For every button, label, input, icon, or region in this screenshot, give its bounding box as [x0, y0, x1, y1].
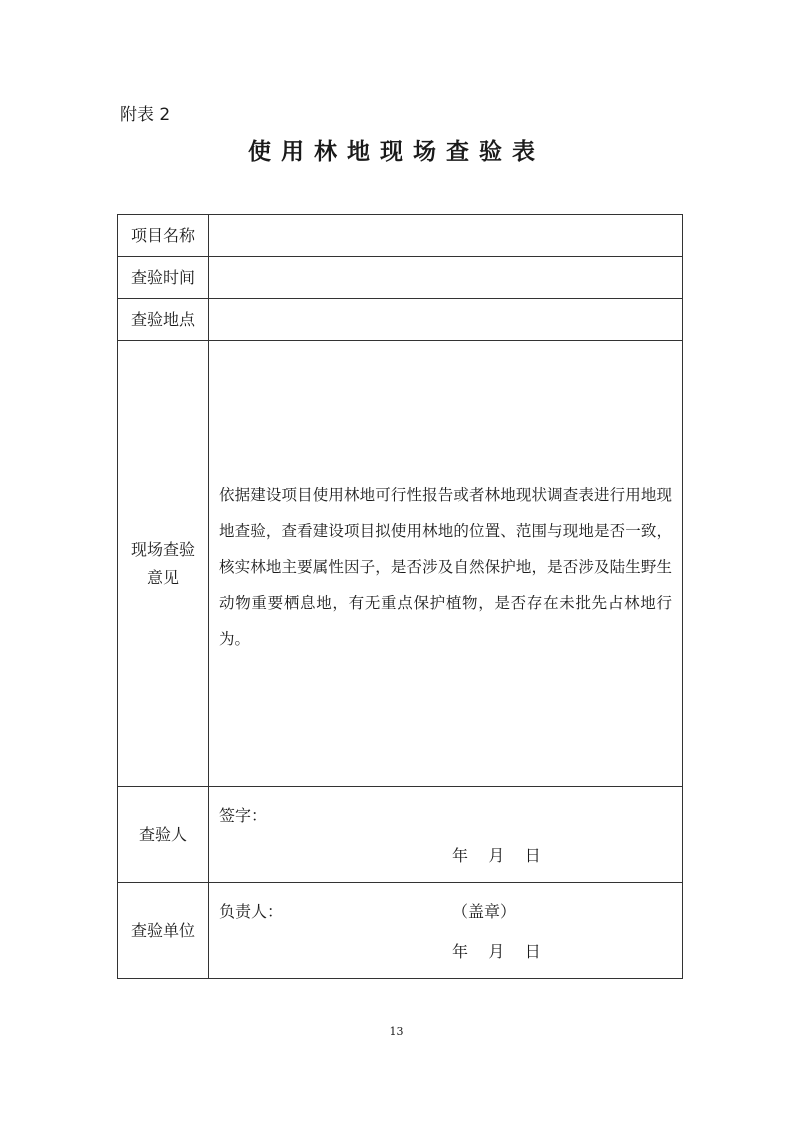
- row-project-name: [118, 215, 683, 257]
- seal-label: （盖章）: [452, 902, 517, 921]
- field-inspection-place[interactable]: [209, 299, 683, 341]
- row-inspector: [118, 787, 683, 883]
- page-title: 使用林地现场查验表: [248, 138, 545, 165]
- row-inspection-time: [118, 257, 683, 299]
- field-inspector[interactable]: [209, 787, 683, 883]
- inspector-date-label: 年 月 日: [452, 846, 541, 865]
- row-inspection-place: [118, 299, 683, 341]
- label-project-name: 项目名称: [118, 215, 209, 257]
- signature-label: 签字：: [219, 806, 268, 825]
- label-inspection-time: 查验时间: [118, 257, 209, 299]
- responsible-label: 负责人：: [219, 902, 284, 921]
- page-number: 13: [389, 1025, 404, 1038]
- label-unit: 查验单位: [118, 883, 209, 979]
- row-unit: [118, 883, 683, 979]
- label-inspector: 查验人: [118, 787, 209, 883]
- field-inspection-time[interactable]: [209, 257, 683, 299]
- unit-date-label: 年 月 日: [452, 942, 541, 961]
- label-inspection-place: 查验地点: [118, 299, 209, 341]
- opinion-text: 依据建设项目使用林地可行性报告或者林地现状调查表进行用地现地查验，查看建设项目拟使用林地的位置、范围与现地是否一致，核实林地主要属性因子，是否涉及自然保护地，是否涉及陆生野生动物重要栖息地，有无重点保护植物，是否存在未批先占林地行为。: [219, 485, 672, 648]
- label-opinion-line2: 意见: [146, 567, 179, 587]
- field-opinion[interactable]: [209, 341, 683, 787]
- field-unit[interactable]: [209, 883, 683, 979]
- label-opinion-line1: 现场查验: [130, 539, 195, 559]
- row-opinion: [118, 341, 683, 787]
- field-project-name[interactable]: [209, 215, 683, 257]
- label-opinion: [118, 341, 209, 787]
- annex-label: 附表 2: [120, 105, 171, 125]
- inspection-form-table: [117, 214, 683, 979]
